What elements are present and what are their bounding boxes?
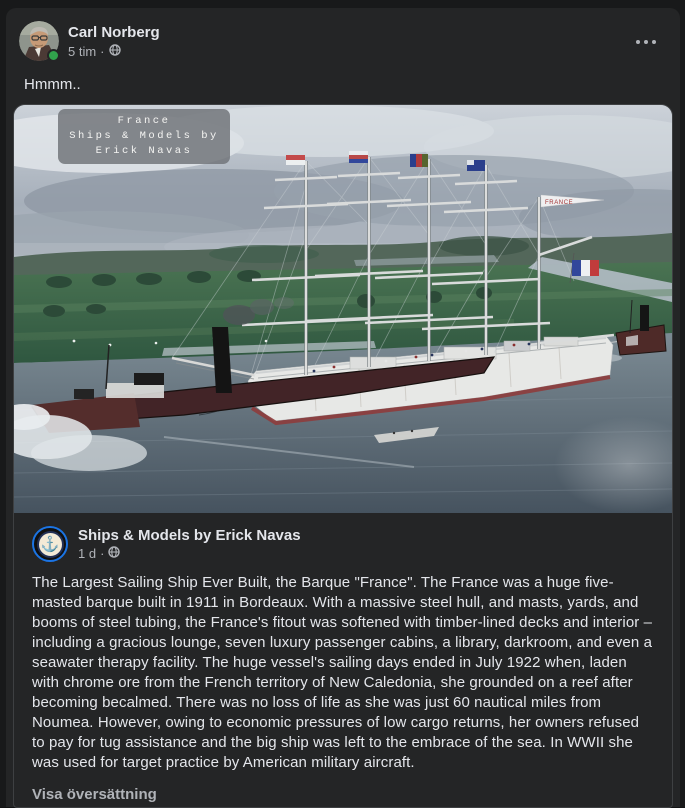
meta-separator: · xyxy=(100,44,105,59)
more-dot xyxy=(644,40,648,44)
translate-link[interactable]: Visa översättning xyxy=(32,786,157,803)
watermark-line-3: Erick Navas xyxy=(95,145,193,157)
post-photo[interactable] xyxy=(14,105,672,513)
post-header xyxy=(6,8,680,61)
watermark-line-2: Ships & Models by xyxy=(69,130,219,142)
more-options-button[interactable] xyxy=(630,30,662,54)
photo-watermark xyxy=(58,109,230,164)
globe-audience-icon xyxy=(108,546,120,562)
author-avatar[interactable] xyxy=(19,21,59,61)
ship-name-pennant-text: FRANCE xyxy=(545,200,574,206)
shared-post-header xyxy=(14,513,672,562)
watermark-line-1: France xyxy=(117,115,171,127)
shared-page-name[interactable]: Ships & Models by Erick Navas xyxy=(78,527,301,544)
shared-post-text: The Largest Sailing Ship Ever Built, the Barque "France". The France was a huge five-masted barque built in 1911 in Bordeaux. With a massive steel hull, and masts, yards, and booms of steel tubing, the France's fitout was softened with timber-lined decks and interior – including a gracious lounge, seven luxury passenger cabins, a library, darkroom, and even a seawater therapy facility. The huge vessel's sailing days ended in July 1922 when, laden with chrome ore from the French territory of New Caledonia, she grounded on a reef after becoming becalmed. There was no loss of life as she was just 60 nautical miles from Noumea. However, owing to economic pressures of low cargo returns, her owners refused to pay for tug assistance and the big ship was left to the embrace of the sea. In WWII she was used for target practice by American military aircraft. xyxy=(32,574,653,771)
post-text: Hmmm.. xyxy=(24,76,81,93)
shared-post-card[interactable] xyxy=(13,104,673,808)
more-dot xyxy=(636,40,640,44)
shared-title-block xyxy=(78,526,301,562)
post-card xyxy=(6,8,680,807)
post-timestamp[interactable]: 5 tim xyxy=(68,44,97,59)
meta-separator: · xyxy=(100,546,105,561)
post-meta xyxy=(68,44,664,60)
more-dot xyxy=(652,40,656,44)
author-name[interactable]: Carl Norberg xyxy=(68,24,160,41)
shared-post-meta xyxy=(78,546,301,562)
shared-timestamp[interactable]: 1 d xyxy=(78,546,97,561)
ship-photo-illustration xyxy=(14,105,672,513)
anchor-icon: ⚓ xyxy=(37,531,64,558)
shared-page-avatar[interactable] xyxy=(32,526,68,562)
online-status-dot xyxy=(47,49,60,62)
author-block xyxy=(68,21,664,60)
globe-audience-icon xyxy=(109,44,121,60)
